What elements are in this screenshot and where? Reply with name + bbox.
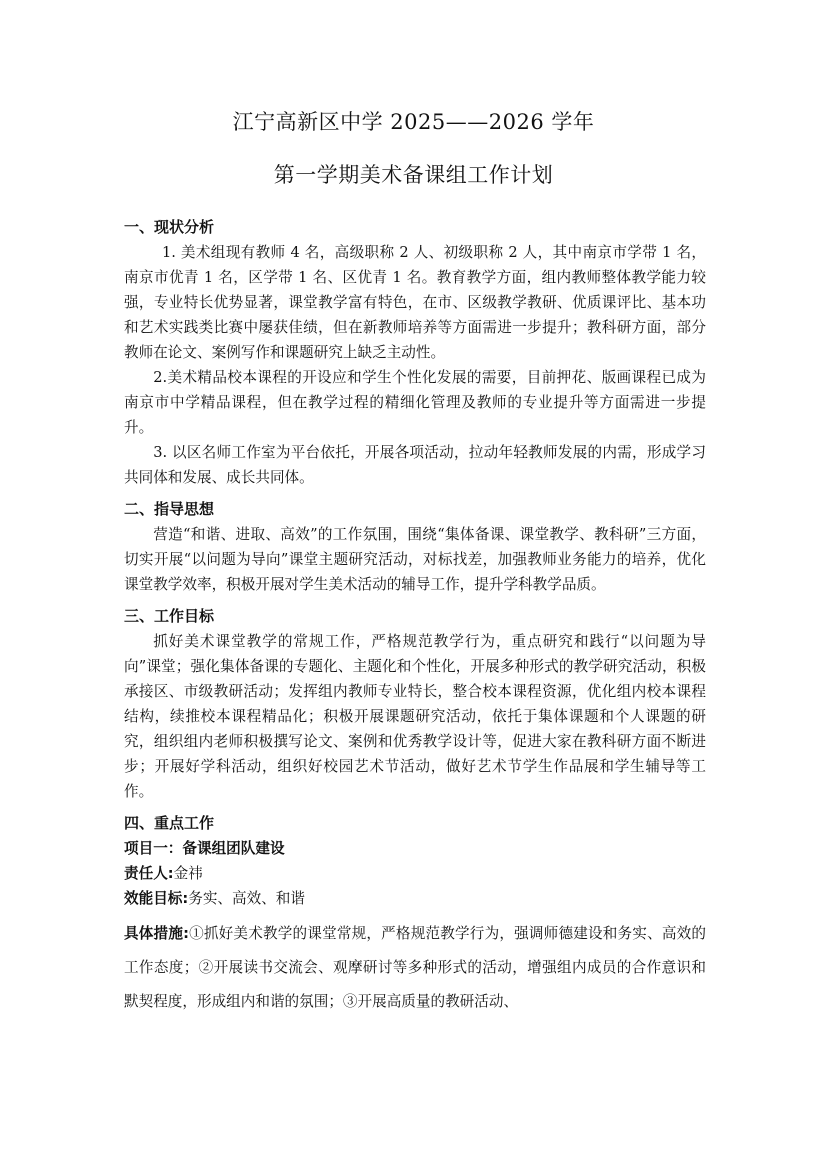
section1-heading: 一、现状分析 — [124, 218, 215, 236]
document-body — [124, 215, 706, 1019]
section1-paragraph-2: 2.美术精品校本课程的开设应和学生个性化发展的需要，目前押花、版画课程已成为南京市中学精品课程，但在教学过程的精细化管理及教师的专业提升等方面需进一步提升。 — [124, 369, 706, 436]
owner-value: 金祎 — [173, 865, 203, 882]
document-title-line2: 第一学期美术备课组工作计划 — [273, 163, 554, 187]
owner-label: 责任人: — [124, 865, 174, 882]
section1-paragraph-1: 1. 美术组现有教师 4 名，高级职称 2 人、初级职称 2 人，其中南京市学带 1 名，南京市优青 1 名，区学带 1 名、区优青 1 名。教育教学方面，组内教师整体教学能力较强，专业特长优势显著，课堂教学富有特色，在市、区级教学教研、优质课评比、基本功和艺术实践类比赛中屡获佳绩，但在新教师培养等方面需进一步提升；教科研方面，部分教师在论文、案例写作和课题研究上缺乏主动性。 — [124, 244, 706, 361]
section4-heading: 四、重点工作 — [124, 814, 215, 832]
measures-value: ①抓好美术教学的课堂常规，严格规范教学行为，强调师德建设和务实、高效的工作态度；②开展读书交流会、观摩研讨等多种形式的活动，增强组内成员的合作意识和默契程度，形成组内和谐的氛围；③开展高质量的教研活动、 — [124, 925, 706, 1010]
measures-paragraph — [124, 917, 706, 1019]
section2-paragraph-1: 营造“和谐、进取、高效”的工作氛围，围绕“集体备课、课堂教学、教科研”三方面，切实开展“以问题为导向”课堂主题研究活动，对标找差，加强教师业务能力的培养，优化课堂教学效率，积极开展对学生美术活动的辅导工作，提升学科教学品质。 — [124, 526, 706, 593]
goal-label: 效能目标: — [124, 890, 189, 907]
owner-line — [124, 861, 706, 886]
project-title: 项目一：备课组团队建设 — [124, 840, 285, 857]
section3-heading: 三、工作目标 — [124, 607, 215, 625]
goal-value: 务实、高效、和谐 — [188, 890, 305, 907]
section1-paragraph-3: 3. 以区名师工作室为平台依托，开展各项活动，拉动年轻教师发展的内需，形成学习共同体和发展、成长共同体。 — [124, 444, 706, 486]
goal-line — [124, 886, 706, 911]
project-line — [124, 836, 706, 861]
measures-label: 具体措施: — [124, 925, 189, 942]
document-title-line1: 江宁高新区中学 2025——2026 学年 — [232, 110, 595, 134]
section3-paragraph-1: 抓好美术课堂教学的常规工作，严格规范教学行为，重点研究和践行“以问题为导向”课堂；强化集体备课的专题化、主题化和个性化，开展多种形式的教学研究活动，积极承接区、市级教研活动；发挥组内教师专业特长，整合校本课程资源，优化组内校本课程结构，续推校本课程精品化；积极开展课题研究活动，依托于集体课题和个人课题的研究，组织组内老师积极撰写论文、案例和优秀教学设计等，促进大家在教科研方面不断进步；开展好学科活动，组织好校园艺术节活动，做好艺术节学生作品展和学生辅导等工作。 — [124, 633, 706, 800]
section2-heading: 二、指导思想 — [124, 500, 215, 518]
